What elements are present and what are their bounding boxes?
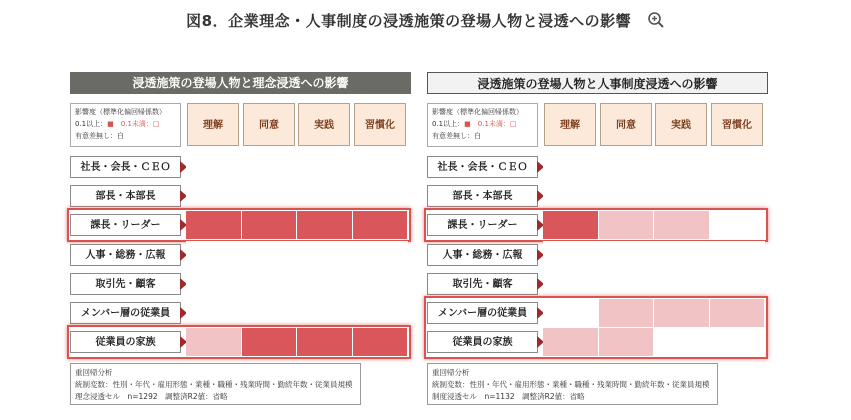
row-label: 人事・総務・広報 xyxy=(70,244,181,266)
heatmap-cell xyxy=(599,182,655,210)
heatmap-cell xyxy=(297,299,353,327)
legend-none: 有意差無し：白 xyxy=(75,132,124,140)
heatmap-cell xyxy=(710,153,766,181)
row-label: メンバー層の従業員 xyxy=(70,302,181,324)
legend-weak-label: 0.1未満： xyxy=(470,120,510,128)
heatmap-cell xyxy=(543,153,599,181)
column-header: 実践 xyxy=(655,103,707,146)
column-header: 同意 xyxy=(243,103,295,146)
column-header: 習慣化 xyxy=(354,103,406,146)
heatmap-cell xyxy=(186,211,242,239)
heatmap-cell xyxy=(710,211,766,239)
legend-weak-swatch: □ xyxy=(152,120,160,128)
heatmap-cell xyxy=(543,270,599,298)
heatmap-cell xyxy=(353,182,409,210)
row-label: 社長・会長・ＣＥＯ xyxy=(70,156,181,178)
heatmap-cell xyxy=(654,241,710,269)
heatmap-cell xyxy=(710,299,766,327)
heatmap-cell xyxy=(543,211,599,239)
heatmap-cell xyxy=(654,153,710,181)
heatmap-cell xyxy=(297,153,353,181)
heatmap-cell xyxy=(543,182,599,210)
heatmap-cell xyxy=(654,270,710,298)
heatmap-cell xyxy=(599,299,655,327)
footnote-line: 理念浸透セル n=1292 調整済R2値：省略 xyxy=(75,392,228,401)
heatmap-cell xyxy=(654,299,710,327)
column-header: 理解 xyxy=(187,103,239,146)
row-label: 従業員の家族 xyxy=(70,331,181,353)
heatmap-cell xyxy=(242,328,298,356)
heatmap-cell xyxy=(186,299,242,327)
figure-title xyxy=(0,10,851,33)
row-label: 課長・リーダー xyxy=(70,214,181,236)
figure-title-text: 図8．企業理念・人事制度の浸透施策の登場人物と浸透への影響 xyxy=(186,12,632,30)
heatmap-cell xyxy=(186,270,242,298)
column-header: 理解 xyxy=(544,103,596,146)
legend-line-levels xyxy=(75,118,176,130)
heatmap-cell xyxy=(599,328,655,356)
legend-strong-label: 0.1以上： xyxy=(432,120,465,128)
row-label: 取引先・顧客 xyxy=(70,273,181,295)
heatmap-cell xyxy=(599,241,655,269)
row-label: 部長・本部長 xyxy=(427,185,538,207)
footnote-line: 制度浸透セル n=1132 調整済R2値：省略 xyxy=(432,392,585,401)
legend xyxy=(427,103,538,147)
heatmap-cell xyxy=(654,182,710,210)
heatmap-cell xyxy=(353,153,409,181)
heatmap-cell xyxy=(186,241,242,269)
footnote xyxy=(427,363,718,405)
heatmap-cell xyxy=(599,153,655,181)
heatmap-cell xyxy=(297,270,353,298)
column-header: 実践 xyxy=(298,103,350,146)
heatmap-cell xyxy=(353,241,409,269)
chart-title: 浸透施策の登場人物と理念浸透への影響 xyxy=(70,72,411,94)
heatmap-cell xyxy=(242,153,298,181)
heatmap-cell xyxy=(710,241,766,269)
row-label: 従業員の家族 xyxy=(427,331,538,353)
column-header: 同意 xyxy=(600,103,652,146)
footnote xyxy=(70,363,361,405)
row-label: 人事・総務・広報 xyxy=(427,244,538,266)
legend-line-levels xyxy=(432,118,533,130)
heatmap-cell xyxy=(242,211,298,239)
legend-title: 影響度（標準化偏回帰係数） xyxy=(432,108,523,116)
legend-weak-swatch: □ xyxy=(509,120,517,128)
chart-panel-philosophy xyxy=(70,72,411,412)
footnote-line: 統制変数：性別・年代・雇用形態・業種・職種・残業時間・勤続年数・従業員規模 xyxy=(75,380,353,389)
column-header: 習慣化 xyxy=(711,103,763,146)
heatmap-cell xyxy=(186,182,242,210)
legend-strong-swatch: ■ xyxy=(107,120,114,128)
heatmap-cell xyxy=(353,299,409,327)
legend-strong-swatch: ■ xyxy=(464,120,471,128)
heatmap-cell xyxy=(599,270,655,298)
row-label: 課長・リーダー xyxy=(427,214,538,236)
heatmap-cell xyxy=(353,328,409,356)
row-label: 部長・本部長 xyxy=(70,185,181,207)
heatmap-cell xyxy=(297,241,353,269)
row-label: 社長・会長・ＣＥＯ xyxy=(427,156,538,178)
heatmap-cell xyxy=(297,328,353,356)
chart-panel-hr-system xyxy=(427,72,768,412)
legend-strong-label: 0.1以上： xyxy=(75,120,108,128)
row-label: 取引先・顧客 xyxy=(427,273,538,295)
heatmap-cell xyxy=(186,328,242,356)
heatmap-cell xyxy=(710,328,766,356)
footnote-line: 重回帰分析 xyxy=(432,368,470,377)
legend-none: 有意差無し：白 xyxy=(432,132,481,140)
magnifier-plus-icon[interactable] xyxy=(647,11,665,33)
footnote-line: 統制変数：性別・年代・雇用形態・業種・職種・残業時間・勤続年数・従業員規模 xyxy=(432,380,710,389)
chart-title: 浸透施策の登場人物と人事制度浸透への影響 xyxy=(427,72,768,94)
legend-weak-label: 0.1未満： xyxy=(113,120,153,128)
heatmap-cell xyxy=(297,182,353,210)
heatmap-cell xyxy=(297,211,353,239)
footnote-line: 重回帰分析 xyxy=(75,368,113,377)
heatmap-cell xyxy=(654,211,710,239)
heatmap-cell xyxy=(242,270,298,298)
legend xyxy=(70,103,181,147)
heatmap-cell xyxy=(710,270,766,298)
heatmap-cell xyxy=(543,299,599,327)
heatmap-cell xyxy=(242,182,298,210)
heatmap-cell xyxy=(353,211,409,239)
heatmap-cell xyxy=(654,328,710,356)
heatmap-cell xyxy=(186,153,242,181)
row-label: メンバー層の従業員 xyxy=(427,302,538,324)
heatmap-cell xyxy=(242,241,298,269)
heatmap-cell xyxy=(242,299,298,327)
heatmap-cell xyxy=(353,270,409,298)
heatmap-cell xyxy=(599,211,655,239)
legend-title: 影響度（標準化偏回帰係数） xyxy=(75,108,166,116)
heatmap-cell xyxy=(543,328,599,356)
heatmap-cell xyxy=(543,241,599,269)
heatmap-cell xyxy=(710,182,766,210)
